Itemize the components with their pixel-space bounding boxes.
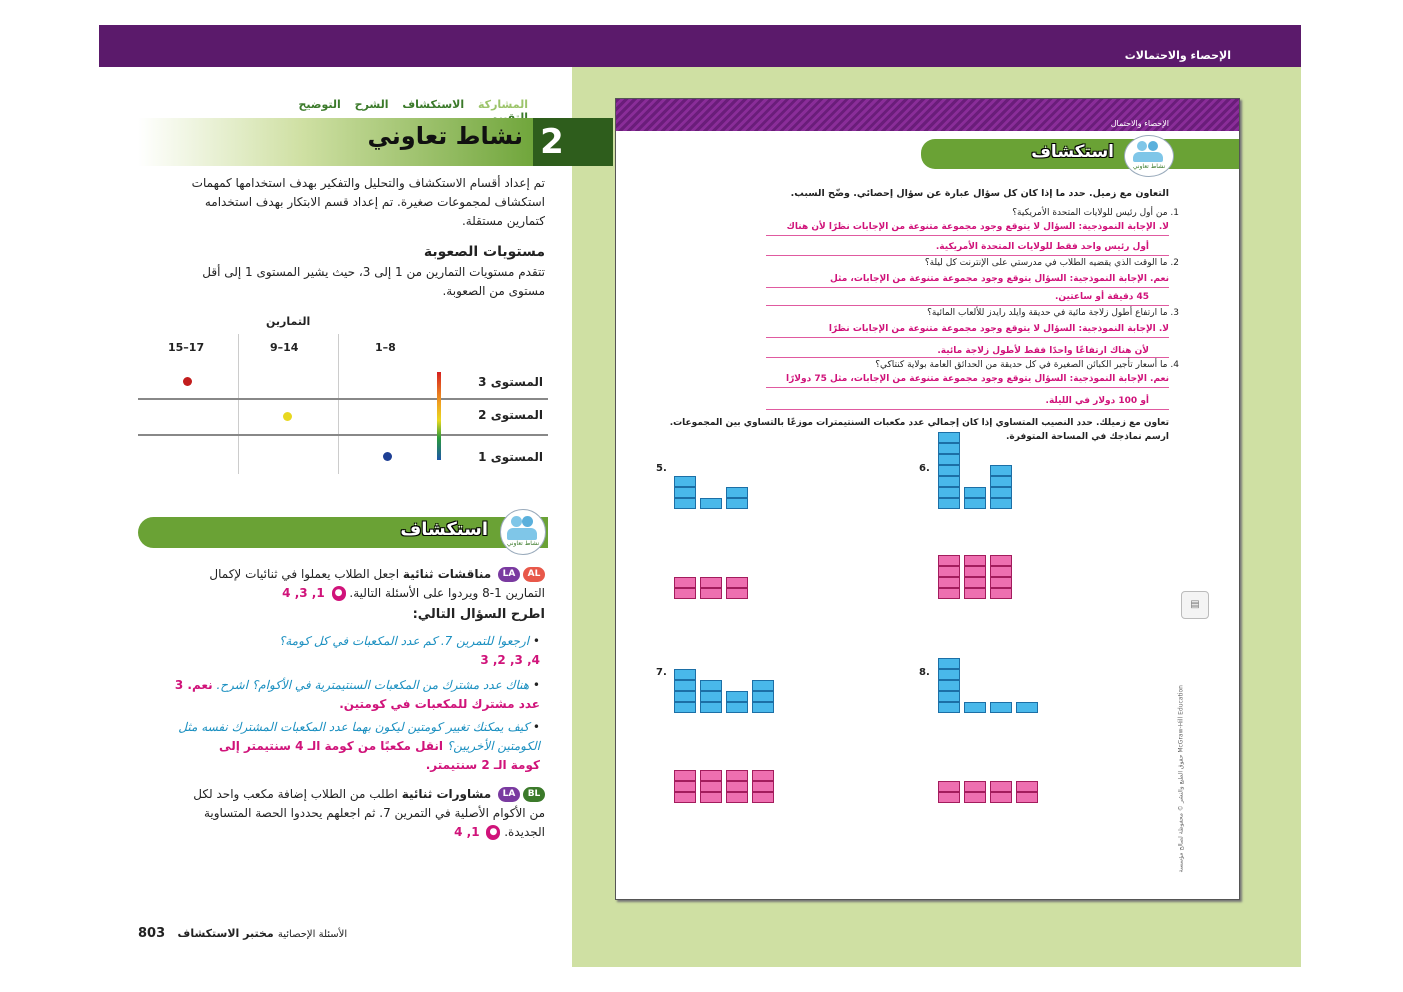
blue-cube [700,691,722,702]
question-2: 2. ما الوقت الذي يقضيه الطلاب في مدرستي على الإنترنت كل ليلة؟ [924,258,1179,268]
blue-cube [938,658,960,669]
answer-3a: لا. الإجابة النموذجية: السؤال لا يتوقع وجود مجموعة متنوعة من الإجابات نظرًا [828,324,1169,334]
chapter-title: الإحصاء والاحتمالات [1124,49,1231,62]
badge-bl: BL [523,787,545,802]
range-9-14: 9–14 [270,341,299,354]
pink-cube [1016,792,1038,803]
pair-title: مناقشات ثنائية [402,567,492,581]
blue-cube [700,498,722,509]
blue-cube [938,476,960,487]
level-2-label: المستوى 2 [478,408,543,422]
pink-cube [990,588,1012,599]
blue-cube [674,476,696,487]
bullet-1-answer: 4, 3, 2, 3 [480,653,540,667]
blue-cube [938,454,960,465]
pair-consult-section: BLLA مشاورات ثنائية اطلب من الطلاب إضافة مكعب واحد لكل من الأكوام الأصلية في التمرين 7. ثم اجعلهم يحددوا الحصة المتساوية الجديدة. ● 1, 4 [193,787,545,839]
pink-cube [964,555,986,566]
bullet-3: • كيف يمكنك تغيير كومتين ليكون بهما عدد المكعبات المشترك نفسه مثل [178,720,540,734]
blue-cube [1016,702,1038,713]
blue-cube [990,702,1012,713]
bullet-questions: • ارجعوا للتمرين 7. كم عدد المكعبات في كل كومة؟ 4, 3, 2, 3 • هناك عدد مشترك من المكعبات السنتيمترية في الأكوام؟ اشرح. نعم. 3 عدد مشترك للمكعبات في كومتين. • كيف يمكنك تغيير كومتين ليكون بهما عدد المكعبات المشترك نفسه مثل الكومتين الأخريين؟ انقل مكعبًا من كومة الـ 4 سنتيمتر إلى كومة الـ 2 سنتيمتر. [140,632,540,775]
blue-cube [700,702,722,713]
answer-2b: 45 دقيقة أو ساعتين. [1055,292,1149,302]
blue-cube [990,476,1012,487]
blue-cube [674,702,696,713]
difficulty-heading: مستويات الصعوبة [423,244,545,260]
pink-cube [938,566,960,577]
blue-cube [938,487,960,498]
blue-cube [752,680,774,691]
answer-4a: نعم. الإجابة النموذجية: السؤال يتوقع وجود مجموعة متنوعة من الإجابات، مثل 75 دولارًا [786,374,1169,384]
pink-cube [726,588,748,599]
pink-cube [938,555,960,566]
blue-cube [674,669,696,680]
blue-cube [674,691,696,702]
collab-instruction-2: ارسم نماذجك في المساحة المتوفرة. [1005,432,1169,442]
answer-1a: لا. الإجابة النموذجية: السؤال لا يتوقع وجود مجموعة متنوعة من الإجابات نظرًا لأن هناك [786,222,1169,232]
level-3-dot [183,377,192,386]
sheet-collaborate-icon: نشاط تعاوني [1124,135,1174,177]
pink-cube [990,566,1012,577]
sheet-header-band [616,99,1239,131]
reference-icon: ● [332,586,346,601]
pink-cube [700,792,722,803]
blue-cube [938,702,960,713]
blue-cube [938,432,960,443]
blue-cube [938,443,960,454]
pink-cube [1016,781,1038,792]
pair-discussion-section: ALLA مناقشات ثنائية اجعل الطلاب يعملوا في ثنائيات لإكمال التمارين 1-8 ويردوا على الأسئلة التالية. ● 1, 3, 4 اطرح السؤال التالي: [140,565,545,624]
pink-cube [938,781,960,792]
pink-cube [674,770,696,781]
copyright-text: حقوق الطبع والنشر © محفوظة لصالح مؤسسة McGraw-Hill Education [1177,685,1185,873]
phase-engage: المشاركة [478,98,528,111]
blue-cube [700,680,722,691]
exercises-label: التمارين [266,315,311,328]
pink-cube [938,588,960,599]
level-1-dot [383,452,392,461]
pink-cube [674,781,696,792]
blue-cube [726,487,748,498]
pink-cube [964,781,986,792]
pair-refs: 1, 3, 4 [282,586,325,600]
badge-la-2: LA [498,787,520,802]
blue-cube [752,691,774,702]
pink-cube [700,577,722,588]
sheet-instruction: التعاون مع زميل. حدد ما إذا كان كل سؤال عبارة عن سؤال إحصائي. وضّح السبب. [790,188,1169,199]
pink-cube [752,792,774,803]
page-footer [138,926,368,941]
consult-refs: 1, 4 [454,825,480,839]
lesson-phases [260,98,528,116]
pink-cube [700,781,722,792]
blue-cube [964,498,986,509]
pink-cube [964,588,986,599]
collab-instruction-1: تعاون مع زميلك. حدد النصيب المتساوي إذا كان إجمالي عدد مكعبات السنتيمترات موزعًا بالتساوي بين المجموعات. [669,418,1169,428]
blue-cube [674,680,696,691]
blue-cube [938,680,960,691]
activity-heading [138,118,613,166]
activity-title: نشاط تعاوني [367,122,523,150]
pink-cube [726,770,748,781]
phase-explain: الشرح [354,98,389,111]
phase-elaborate: التوضيح [298,98,341,111]
pink-cube [990,577,1012,588]
pink-cube [938,792,960,803]
blue-cube [964,702,986,713]
pink-cube [990,792,1012,803]
bullet-2: • هناك عدد مشترك من المكعبات السنتيمترية في الأكوام؟ اشرح. نعم. 3 [174,678,540,692]
lab-title: مختبر الاستكشاف [177,927,274,940]
explore-title: استكشاف [400,519,488,540]
blue-cube [938,465,960,476]
ask-heading: اطرح السؤال التالي: [412,607,545,622]
figure-6-label: 6. [919,463,930,474]
page-number: 803 [138,926,166,941]
answer-3b: لأن هناك ارتفاعًا واحدًا فقط لأطول زلاجة مائية. [937,346,1149,356]
blue-cube [674,498,696,509]
answer-1b: أول رئيس واحد فقط للولايات المتحدة الأمريكية. [935,242,1149,252]
level-gauge [437,372,441,460]
pink-cube [964,792,986,803]
pink-cube [674,577,696,588]
pink-cube [726,792,748,803]
pink-cube [964,577,986,588]
explore-bar [138,517,548,548]
pink-cube [700,588,722,599]
blue-cube [990,487,1012,498]
figure-7-label: 7. [656,667,667,678]
pink-cube [990,555,1012,566]
blue-cube [938,691,960,702]
blue-cube [938,498,960,509]
student-page-thumbnail [615,98,1240,900]
pink-cube [674,792,696,803]
figure-5-label: 5. [656,463,667,474]
bullet-2-answer: عدد مشترك للمكعبات في كومتين. [339,697,540,711]
bullet-3-answer: كومة الـ 2 سنتيمتر. [425,758,540,772]
intro-paragraph: تم إعداد أقسام الاستكشاف والتحليل والتفكير بهدف استخدامها كمهمات استكشاف لمجموعات صغيرة. تم إعداد قسم الابتكار بهدف استخدامه كتمارين مستقلة. [191,176,545,228]
pink-cube [726,781,748,792]
pink-cube [752,770,774,781]
lab-subtitle: الأسئلة الإحصائية [277,929,348,940]
blue-cube [964,487,986,498]
blue-cube [726,702,748,713]
blue-cube [990,498,1012,509]
activity-number: 2 [540,122,564,162]
pink-cube [752,781,774,792]
answer-2a: نعم. الإجابة النموذجية: السؤال يتوقع وجود مجموعة متنوعة من الإجابات، مثل [830,274,1169,284]
pink-cube [700,770,722,781]
blue-cube [990,465,1012,476]
badge-al: AL [523,567,545,582]
reference-icon-2: ● [486,825,500,840]
phase-explore: الاستكشاف [402,98,465,111]
blue-cube [726,498,748,509]
bullet-1: • ارجعوا للتمرين 7. كم عدد المكعبات في كل كومة؟ [278,634,540,648]
level-2-dot [283,412,292,421]
figure-8-label: 8. [919,667,930,678]
difficulty-paragraph: تتقدم مستويات التمارين من 1 إلى 3، حيث يشير المستوى 1 إلى أقل مستوى من الصعوبة. [202,265,545,298]
difficulty-table [138,312,548,477]
pink-cube [674,588,696,599]
question-3: 3. ما ارتفاع أطول زلاجة مائية في حديقة وايلد رايدز للألعاب المائية؟ [927,308,1179,318]
blue-cube [726,691,748,702]
badge-la: LA [498,567,520,582]
pink-cube [964,566,986,577]
level-1-label: المستوى 1 [478,450,543,464]
question-4: 4. ما أسعار تأجير الكبائن الصغيرة في كل حديقة من الحدائق العامة بولاية كنتاكي؟ [875,360,1179,370]
ebook-link-icon[interactable]: ▤ [1181,591,1209,619]
answer-4b: أو 100 دولار في الليلة. [1045,396,1149,406]
pink-cube [990,781,1012,792]
collaborate-icon: نشاط تعاوني [500,509,546,555]
question-1: 1. من أول رئيس للولايات المتحدة الأمريكية؟ [1012,208,1179,218]
level-3-label: المستوى 3 [478,375,543,389]
blue-cube [674,487,696,498]
blue-cube [938,669,960,680]
consult-title: مشاورات ثنائية [401,787,492,801]
blue-cube [752,702,774,713]
pink-cube [938,577,960,588]
range-1-8: 1–8 [375,341,396,354]
sheet-explore-bar [921,139,1239,169]
sheet-explore-title: استكشاف [1031,142,1114,162]
sheet-band-title: الإحصاء والاحتمال [1110,119,1169,128]
chapter-header-band [99,25,1301,67]
pink-cube [726,577,748,588]
range-15-17: 15–17 [168,341,205,354]
